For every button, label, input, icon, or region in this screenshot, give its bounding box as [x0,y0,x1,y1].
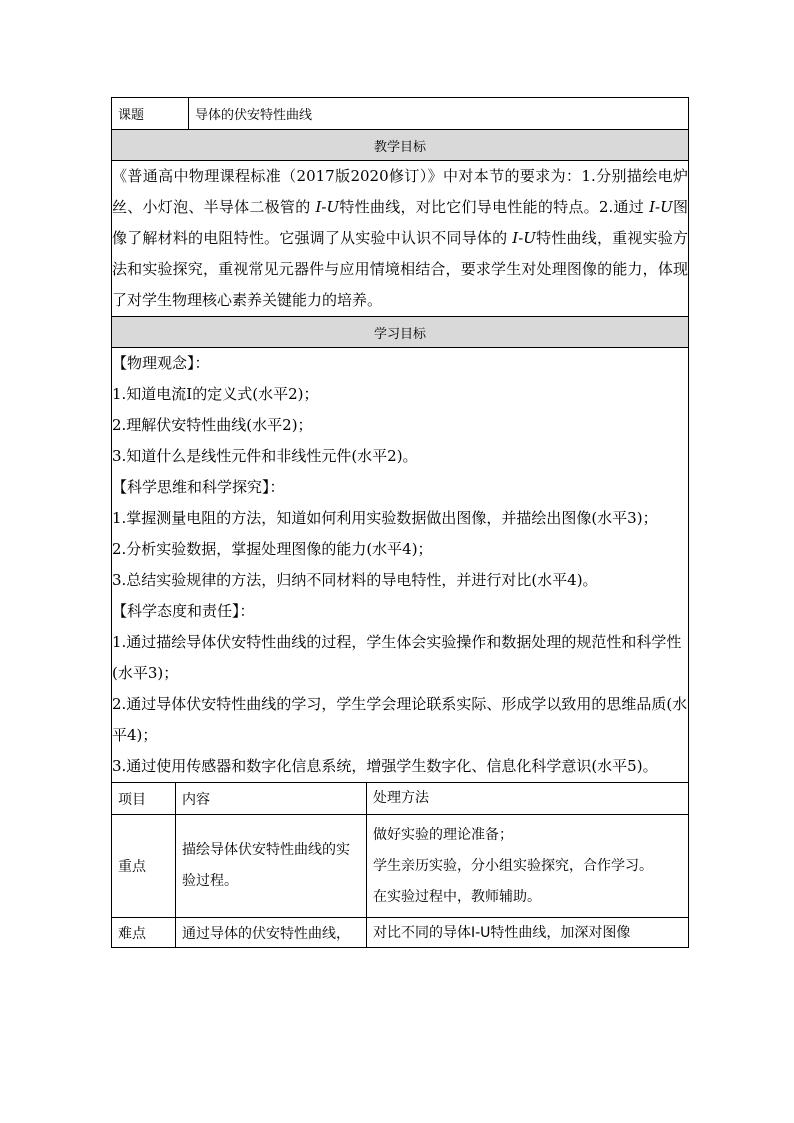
iu-symbol: I-U [649,198,673,216]
teaching-goals-paragraph [112,161,689,317]
learning-goals-list [112,348,689,783]
difficulty-content: 通过导体的伏安特性曲线， [176,918,367,948]
key-points-header-row [112,783,689,815]
teaching-goals-row [112,161,689,317]
difficulty-label: 难点 [112,918,176,948]
column-header-method: 处理方法 [367,783,689,815]
lesson-plan-page [111,97,688,948]
teaching-goals-text-1: 《普通高中物理课程标准（2017版2020修订）》中对本节的要求为：1.分别描绘电炉丝、小灯泡、半导体二极管的 [112,167,688,216]
goal-category-heading: 【科学思维和科学探究】： [112,478,285,496]
topic-label: 课题 [112,98,189,130]
goal-item: 1.知道电流I的定义式(水平2)； [112,385,319,403]
learning-goals-heading: 学习目标 [112,317,689,348]
goal-item: 3.总结实验规律的方法，归纳不同材料的导电特性，并进行对比(水平4)。 [112,571,598,589]
teaching-goals-heading-row [112,130,689,161]
lesson-plan-table [111,97,689,783]
goal-item: 3.知道什么是线性元件和非线性元件(水平2)。 [112,447,418,465]
goal-item: 2.通过导体伏安特性曲线的学习，学生学会理论联系实际、形成学以致用的思维品质(水平4)； [112,695,688,744]
key-points-table [111,782,689,948]
topic-value: 导体的伏安特性曲线 [189,98,689,130]
iu-symbol: I-U [315,198,340,216]
goal-item: 3.通过使用传感器和数字化信息系统，增强学生数字化、信息化科学意识(水平5)。 [112,757,658,775]
goal-item: 1.通过描绘导体伏安特性曲线的过程，学生体会实验操作和数据处理的规范性和科学性(水平3)； [112,633,682,682]
method-line: 学生亲历实验，分小组实验探究，合作学习。 [373,857,653,874]
learning-goals-heading-row [112,317,689,348]
goal-item: 1.掌握测量电阻的方法，知道如何利用实验数据做出图像，并描绘出图像(水平3)； [112,509,658,527]
teaching-goals-text-3: 图像了解材料的电阻特性。它强调了从实验中认识不同导体的 [112,198,688,247]
key-point-row [112,815,689,918]
goal-item: 2.理解伏安特性曲线(水平2)； [112,416,313,434]
goal-category-heading: 【科学态度和责任】： [112,602,255,620]
column-header-item: 项目 [112,783,176,815]
teaching-goals-text-2: 特性曲线，对比它们导电性能的特点。2.通过 [339,198,650,216]
iu-symbol: I-U [512,229,536,247]
key-point-label: 重点 [112,815,176,918]
column-header-content: 内容 [176,783,367,815]
method-line: 做好实验的理论准备； [373,826,513,843]
key-point-methods [367,815,689,918]
goal-category-heading: 【物理观念】： [112,354,210,372]
difficulty-method: 对比不同的导体I-U特性曲线，加深对图像 [367,918,689,948]
method-line: 在实验过程中，教师辅助。 [373,888,541,905]
goal-item: 2.分析实验数据，掌握处理图像的能力(水平4)； [112,540,433,558]
teaching-goals-heading: 教学目标 [112,130,689,161]
teaching-goals-text-4: 特性曲线，重视实验方法和实验探究，重视常见元器件与应用情境相结合，要求学生对处理图像的能力，体现了对学生物理核心素养关键能力的培养。 [112,229,688,309]
difficulty-row [112,918,689,948]
key-point-content: 描绘导体伏安特性曲线的实验过程。 [176,815,367,918]
topic-row [112,98,689,130]
learning-goals-row [112,348,689,783]
